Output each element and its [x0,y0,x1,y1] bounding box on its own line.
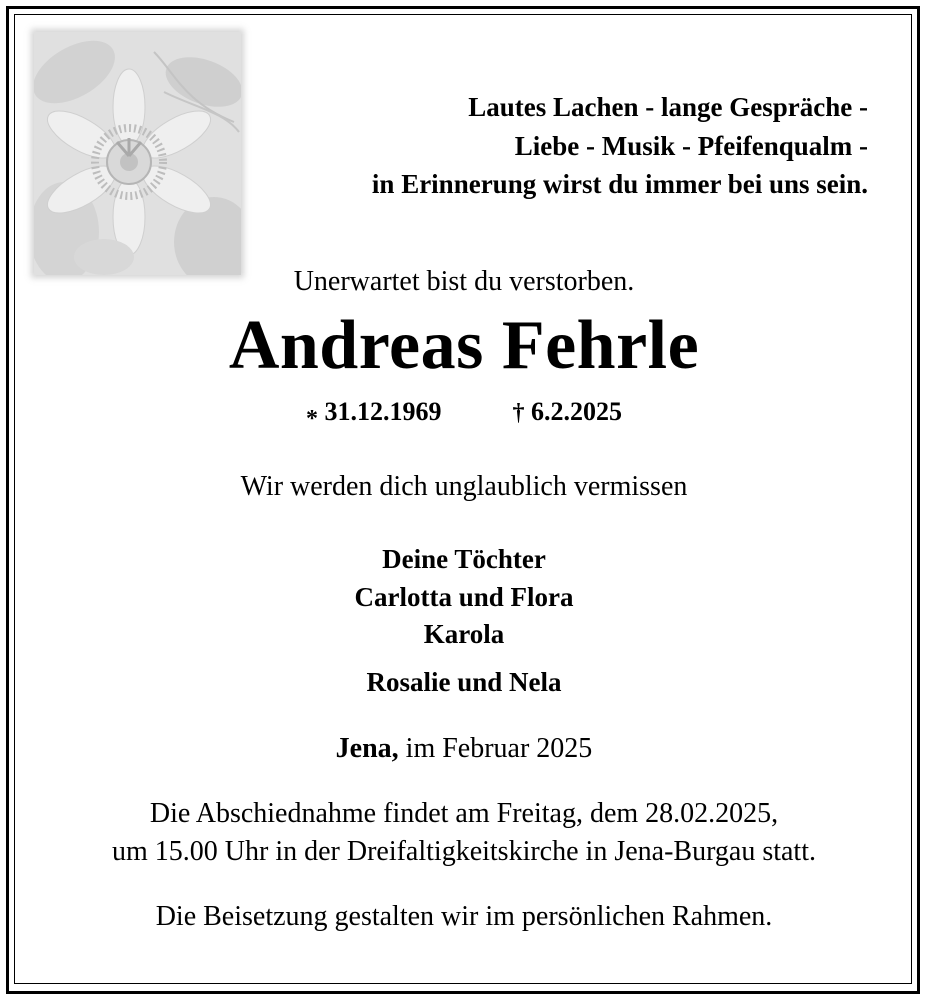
quote-line-1: Lautes Lachen - lange Gespräche - [468,92,868,122]
ceremony-line-2: um 15.00 Uhr in der Dreifaltigkeitskirche in Jena-Burgau statt. [112,836,816,867]
birth-date: 31.12.1969 [324,397,442,426]
family-line-2: Carlotta und Flora [354,582,574,612]
quote-line-3: in Erinnerung wirst du immer bei uns sein. [371,169,868,199]
deceased-name: Andreas Fehrle [228,307,700,384]
burial-text: Die Beisetzung gestalten wir im persönlichen Rahmen. [155,901,773,932]
family-line-1: Deine Töchter [382,544,546,574]
death-cross-icon: † [512,400,525,426]
ceremony-line-1: Die Abschiednahme findet am Freitag, dem 28.02.2025, [149,798,779,829]
miss-line: Wir werden dich unglaublich vermissen [240,471,688,502]
quote-line-2: Liebe - Musik - Pfeifenqualm - [514,131,868,161]
intro-text: Unerwartet bist du verstorben. [293,266,635,297]
place-name: Jena, [335,733,399,764]
place-date [0,733,928,765]
passion-flower-icon [34,32,241,275]
death-date: 6.2.2025 [531,397,622,426]
family-line-3: Karola [423,619,505,649]
family-line-4: Rosalie und Nela [366,667,562,697]
birth-star-icon: * [306,406,318,432]
month-year: im Februar 2025 [398,733,593,764]
life-dates [0,397,928,432]
